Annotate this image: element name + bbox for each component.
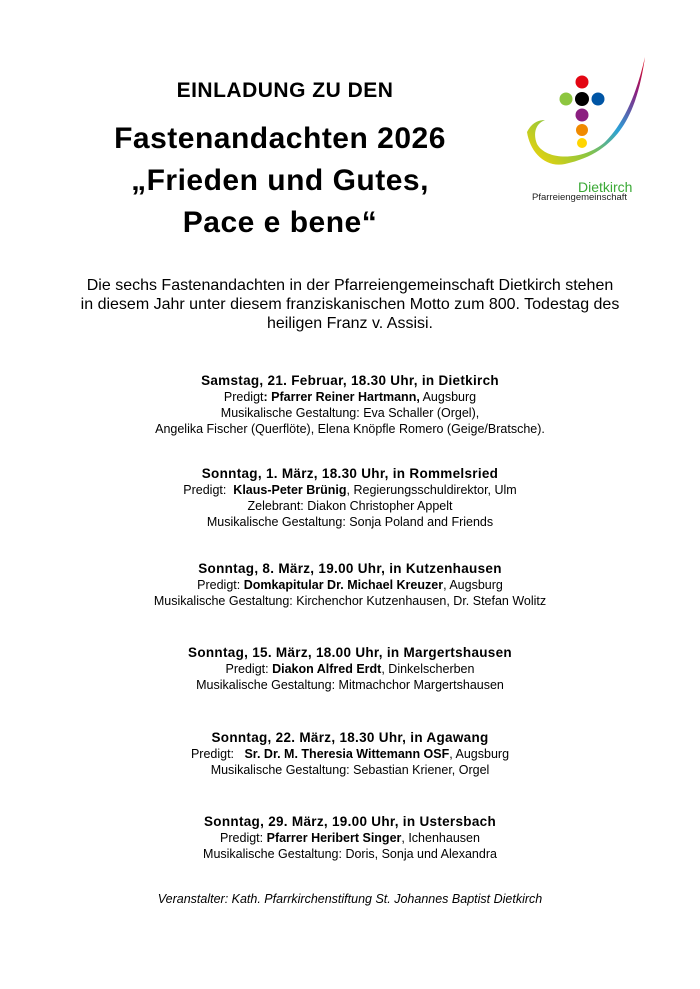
title-line: Fastenandachten 2026 (114, 122, 446, 155)
event-detail-line (60, 677, 640, 693)
person-name: Sr. Dr. M. Theresia Wittemann OSF (244, 747, 450, 761)
title-line: „Frieden und Gutes, (131, 164, 429, 197)
detail-text: Musikalische Gestaltung: Sonja Poland and Friends (206, 515, 494, 529)
detail-text: Predigt: (197, 578, 244, 592)
detail-text: Predigt: (183, 483, 234, 497)
event-detail-line (60, 746, 640, 762)
event-heading: Samstag, 21. Februar, 18.30 Uhr, in Dietkirch (201, 373, 499, 388)
detail-text: Augsburg (419, 390, 477, 404)
event-detail-line (60, 593, 640, 609)
event-detail-line (60, 846, 640, 862)
logo-name: Dietkirch (578, 179, 633, 195)
detail-text: , Regierungsschuldirektor, Ulm (346, 483, 517, 497)
detail-text: Predigt: (225, 662, 273, 676)
event-detail-line (60, 498, 640, 514)
detail-text: Predigt: (220, 831, 267, 845)
event-heading: Sonntag, 15. März, 18.00 Uhr, in Margertshausen (188, 645, 512, 660)
person-name: Domkapitular Dr. Michael Kreuzer (243, 578, 444, 592)
logo-subtitle: Pfarreiengemeinschaft (532, 192, 628, 203)
event-detail-line (60, 830, 640, 846)
event-block (60, 373, 640, 437)
event-detail-line (60, 405, 640, 421)
event-block (60, 730, 640, 778)
detail-text: Zelebrant: Diakon Christopher Appelt (247, 499, 453, 513)
person-name: Diakon Alfred Erdt (272, 662, 382, 676)
detail-text: Predigt (223, 390, 264, 404)
event-detail-line (60, 762, 640, 778)
person-name: : Pfarrer Reiner Hartmann, (263, 390, 420, 404)
invitation-heading: EINLADUNG ZU DEN (176, 79, 394, 102)
intro-text: Die sechs Fastenandachten in der Pfarreiengemeinschaft Dietkirch stehen in diesem Jahr unter diesem franziskanischen Motto zum 800. Todestag des heiligen Franz v. Assisi. (80, 277, 620, 332)
event-block (60, 561, 640, 609)
event-detail-line (60, 389, 640, 405)
detail-text: , Augsburg (443, 578, 503, 592)
event-detail-line (60, 577, 640, 593)
detail-text: Musikalische Gestaltung: Sebastian Kriener, Orgel (210, 763, 490, 777)
detail-text: Musikalische Gestaltung: Eva Schaller (Orgel), (220, 406, 480, 420)
event-heading: Sonntag, 29. März, 19.00 Uhr, in Ustersbach (204, 814, 496, 829)
person-name: Klaus-Peter Brünig (233, 483, 347, 497)
person-name: Pfarrer Heribert Singer (266, 831, 402, 845)
detail-text: Musikalische Gestaltung: Mitmachchor Margertshausen (196, 678, 504, 692)
event-block (60, 814, 640, 862)
detail-text: Predigt: (190, 747, 245, 761)
event-block (60, 645, 640, 693)
event-detail-line (60, 661, 640, 677)
event-block (60, 466, 640, 530)
event-heading: Sonntag, 1. März, 18.30 Uhr, in Rommelsried (201, 466, 499, 481)
title-line: Pace e bene“ (182, 206, 378, 239)
detail-text: , Augsburg (449, 747, 510, 761)
event-heading: Sonntag, 8. März, 19.00 Uhr, in Kutzenhausen (198, 561, 502, 576)
detail-text: Musikalische Gestaltung: Kirchenchor Kutzenhausen, Dr. Stefan Wolitz (153, 594, 547, 608)
event-detail-line (60, 482, 640, 498)
organizer-note: Veranstalter: Kath. Pfarrkirchenstiftung St. Johannes Baptist Dietkirch (157, 892, 543, 906)
detail-text: Musikalische Gestaltung: Doris, Sonja und Alexandra (203, 847, 497, 861)
main-title (70, 118, 490, 244)
event-detail-line (60, 514, 640, 530)
event-heading: Sonntag, 22. März, 18.30 Uhr, in Agawang (211, 730, 489, 745)
event-detail-line (60, 421, 640, 437)
detail-text: Angelika Fischer (Querflöte), Elena Knöpfle Romero (Geige/Bratsche). (155, 422, 545, 436)
detail-text: , Dinkelscherben (381, 662, 475, 676)
detail-text: , Ichenhausen (401, 831, 480, 845)
